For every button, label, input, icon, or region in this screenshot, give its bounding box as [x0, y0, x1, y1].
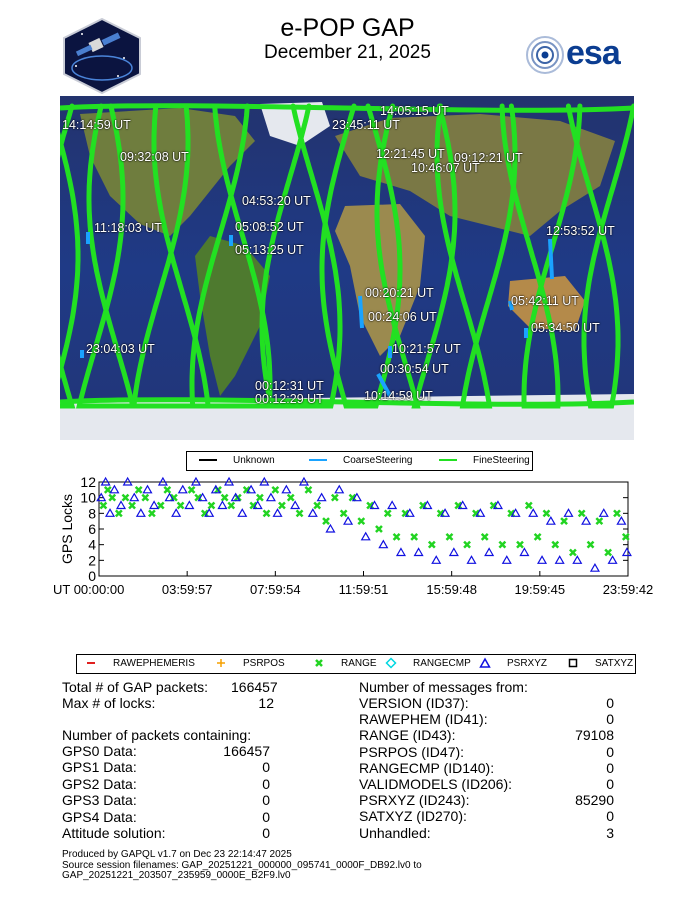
psrxyz-point: [117, 502, 125, 509]
range-point: [264, 510, 270, 516]
range-point: [208, 503, 214, 509]
footer-source-files: Source session filenames: GAP_20251221_000000_095741_0000F_DB92.lv0 to: [62, 860, 422, 871]
diamond-marker-icon: [385, 657, 397, 669]
message-count-value: 3: [606, 824, 614, 841]
psrxyz-point: [110, 486, 118, 493]
message-count-value: 0: [606, 776, 614, 792]
gps-data-value: 0: [262, 808, 270, 825]
message-count-value: 0: [606, 711, 614, 728]
track-timestamp-label: 11:18:03 UT: [94, 221, 162, 235]
range-point: [323, 518, 329, 524]
psrxyz-point: [547, 517, 555, 524]
track-timestamp-label: 05:13:25 UT: [235, 243, 304, 257]
psrxyz-point: [97, 494, 105, 501]
message-legend-entry: [479, 655, 547, 673]
y-tick-label: 2: [88, 552, 96, 569]
message-count-value: 79108: [575, 727, 614, 744]
psrxyz-point: [318, 494, 326, 501]
range-point: [228, 503, 234, 509]
plot-frame: [99, 482, 628, 576]
psrxyz-point: [503, 556, 511, 563]
range-point: [526, 503, 532, 509]
range-point: [411, 534, 417, 540]
message-count-value: 85290: [575, 792, 614, 809]
message-type-legend: [76, 654, 636, 674]
dash-marker-icon: [85, 657, 97, 669]
message-legend-entry: [313, 655, 377, 673]
psrxyz-point: [485, 549, 493, 556]
psrxyz-point: [282, 486, 290, 493]
psrxyz-point: [432, 556, 440, 563]
track-timestamp-label: 05:08:52 UT: [235, 220, 304, 234]
psrxyz-point: [591, 564, 599, 571]
range-point: [122, 495, 128, 501]
legend-label: FineSteering: [473, 455, 530, 466]
packets-containing-label: Number of packets containing:: [62, 727, 252, 743]
steering-legend-entry: [309, 452, 412, 470]
track-timestamp-label: 00:20:21 UT: [365, 286, 434, 300]
message-count-value: 0: [606, 695, 614, 711]
psrxyz-point: [218, 502, 226, 509]
psrxyz-point: [573, 556, 581, 563]
range-point: [314, 503, 320, 509]
message-count-label: PSRPOS (ID47):: [359, 743, 465, 760]
range-point: [588, 542, 594, 548]
track-timestamp-label: 09:32:08 UT: [120, 150, 189, 164]
range-point: [429, 542, 435, 548]
range-point: [332, 495, 338, 501]
gps-data-label: GPS0 Data:: [62, 743, 137, 759]
range-point: [149, 510, 155, 516]
range-point: [178, 503, 184, 509]
message-count-value: 0: [606, 808, 614, 825]
plus-marker-icon: [215, 657, 227, 669]
psrxyz-point: [379, 541, 387, 548]
legend-line-swatch: [199, 459, 217, 461]
psrxyz-point: [617, 517, 625, 524]
psrxyz-point: [600, 509, 608, 516]
message-count-value: 0: [606, 759, 614, 776]
track-timestamp-label: 14:14:59 UT: [62, 118, 131, 132]
message-legend-entry: [385, 655, 471, 673]
range-point: [482, 534, 488, 540]
psrxyz-point: [179, 486, 187, 493]
epop-mission-logo: [62, 18, 142, 94]
psrxyz-point: [172, 509, 180, 516]
x-tick-label: 03:59:57: [161, 582, 213, 597]
gps-data-label: Attitude solution:: [62, 825, 166, 841]
y-tick-label: 12: [80, 474, 96, 490]
message-count-label: VERSION (ID37):: [359, 695, 469, 711]
legend-line-swatch: [309, 459, 327, 461]
psrxyz-point: [309, 509, 317, 516]
track-timestamp-label: 00:24:06 UT: [368, 310, 437, 324]
track-timestamp-label: 23:04:03 UT: [86, 342, 155, 356]
track-timestamp-label: 00:30:54 UT: [380, 362, 449, 376]
total-packets-value: 166457: [231, 679, 278, 695]
y-tick-label: 8: [88, 505, 96, 522]
range-point: [105, 487, 111, 493]
range-point: [614, 510, 620, 516]
range-point: [517, 542, 523, 548]
range-point: [129, 503, 135, 509]
psrxyz-point: [397, 549, 405, 556]
y-tick-label: 6: [88, 521, 96, 537]
square-marker-icon: [567, 657, 579, 669]
x-tick-label: 23:59:42: [602, 582, 654, 597]
x-tick-label: 15:59:48: [426, 582, 477, 597]
gps-data-label: GPS4 Data:: [62, 808, 137, 825]
track-timestamp-label: 10:14:59 UT: [364, 389, 433, 403]
psrxyz-point: [415, 549, 423, 556]
track-timestamp-label: 05:42:11 UT: [511, 294, 579, 308]
timestamp-labels: [60, 96, 634, 440]
range-point: [464, 542, 470, 548]
psrxyz-point: [623, 549, 631, 556]
legend-label: SATXYZ: [595, 658, 634, 669]
range-point: [579, 510, 585, 516]
gps-data-label: GPS1 Data:: [62, 759, 137, 776]
psrxyz-point: [362, 533, 370, 540]
track-timestamp-label: 05:34:50 UT: [531, 321, 600, 335]
message-legend-entry: [567, 655, 633, 673]
range-point: [552, 542, 558, 548]
range-point: [570, 550, 576, 556]
gps-data-label: GPS2 Data:: [62, 775, 137, 792]
legend-label: RANGE: [341, 658, 377, 669]
legend-label: Unknown: [233, 455, 275, 466]
legend-label: CoarseSteering: [343, 455, 413, 466]
track-timestamp-label: 23:45:11 UT: [332, 118, 400, 132]
gps-data-label: GPS3 Data:: [62, 792, 137, 809]
psrxyz-point: [326, 525, 334, 532]
range-point: [561, 518, 567, 524]
track-timestamp-label: 12:53:52 UT: [546, 224, 615, 238]
footer-produced-by: Produced by GAPQL v1.7 on Dec 23 22:14:47 2025: [62, 849, 292, 860]
range-point: [446, 534, 452, 540]
footer: [62, 850, 422, 881]
page-date: December 21, 2025: [264, 42, 431, 63]
x-tick-label: 19:59:45: [514, 582, 566, 597]
range-point: [164, 487, 170, 493]
legend-label: PSRXYZ: [507, 658, 548, 669]
range-point: [605, 550, 611, 556]
psrxyz-point: [564, 509, 572, 516]
message-count-label: VALIDMODELS (ID206):: [359, 776, 513, 792]
psrxyz-point: [609, 556, 617, 563]
track-timestamp-label: 12:21:45 UT: [376, 147, 445, 161]
psrxyz-point: [556, 556, 564, 563]
gps-data-value: 166457: [223, 743, 270, 759]
range-point: [142, 495, 148, 501]
steering-legend-entry: [199, 452, 275, 470]
range-point: [535, 534, 541, 540]
range-point: [136, 487, 142, 493]
range-point: [305, 487, 311, 493]
track-timestamp-label: 00:12:29 UT: [255, 392, 324, 406]
range-point: [596, 518, 602, 524]
track-timestamp-label: 04:53:20 UT: [242, 194, 311, 208]
track-timestamp-label: 00:12:31 UT: [255, 379, 324, 393]
range-point: [499, 542, 505, 548]
psrxyz-point: [335, 486, 343, 493]
psrxyz-point: [238, 509, 246, 516]
gps-data-value: 0: [262, 825, 270, 841]
track-timestamp-label: 10:46:07 UT: [411, 161, 480, 175]
message-count-label: RAWEPHEM (ID41):: [359, 711, 488, 728]
psrxyz-point: [538, 556, 546, 563]
psrxyz-point: [267, 494, 275, 501]
psrxyz-point: [344, 517, 352, 524]
message-legend-entry: [85, 655, 195, 673]
message-legend-entry: [215, 655, 285, 673]
range-point: [394, 534, 400, 540]
range-point: [189, 487, 195, 493]
range-point: [543, 510, 549, 516]
legend-label: RANGECMP: [413, 658, 471, 669]
range-point: [376, 526, 382, 532]
max-locks-label: Max # of locks:: [62, 695, 156, 711]
psrxyz-point: [520, 549, 528, 556]
message-count-value: 0: [606, 743, 614, 760]
track-timestamp-label: 09:12:21 UT: [454, 151, 523, 165]
esa-logo: [524, 34, 636, 76]
psrxyz-point: [291, 502, 299, 509]
track-timestamp-label: 14:05:15 UT: [380, 104, 449, 118]
max-locks-value: 12: [258, 695, 274, 711]
message-count-label: RANGE (ID43):: [359, 727, 456, 744]
y-tick-label: 0: [88, 568, 96, 584]
psrxyz-point: [137, 509, 145, 516]
range-point: [116, 510, 122, 516]
y-tick-label: 4: [88, 536, 96, 553]
track-timestamp-label: 10:21:57 UT: [392, 342, 461, 356]
range-point: [257, 495, 263, 501]
psrxyz-point: [388, 502, 396, 509]
psrxyz-point: [450, 549, 458, 556]
range-point: [109, 495, 115, 501]
psrxyz-point: [106, 509, 114, 516]
x-tick-label: 11:59:51: [338, 582, 389, 597]
message-count-label: Unhandled:: [359, 824, 431, 841]
steering-legend: [186, 451, 533, 471]
psrxyz-point: [150, 502, 158, 509]
messages-from-label: Number of messages from:: [359, 679, 528, 695]
esa-logo-text: esa: [566, 34, 620, 72]
y-tick-label: 10: [80, 489, 96, 506]
range-point: [358, 518, 364, 524]
triangle-marker-icon: [479, 657, 491, 669]
psrxyz-point: [274, 509, 282, 516]
psrxyz-point: [130, 494, 138, 501]
footer-source-files-end: GAP_20251221_203507_235959_0000E_B2F9.lv0: [62, 870, 291, 881]
y-axis-label: GPS Locks: [59, 493, 75, 565]
range-point: [385, 510, 391, 516]
message-count-label: PSRXYZ (ID243):: [359, 792, 470, 809]
legend-label: PSRPOS: [243, 658, 285, 669]
range-point: [297, 510, 303, 516]
psrxyz-point: [185, 502, 193, 509]
gps-data-value: 0: [262, 759, 270, 776]
message-count-label: RANGECMP (ID140):: [359, 759, 495, 776]
total-packets-label: Total # of GAP packets:: [62, 679, 209, 695]
psrxyz-point: [582, 517, 590, 524]
x-marker-icon: [313, 657, 325, 669]
legend-line-swatch: [439, 459, 457, 461]
psrxyz-point: [529, 509, 537, 516]
ground-track-map: [60, 96, 634, 440]
legend-label: RAWEPHEMERIS: [113, 658, 195, 669]
x-tick-label: UT 00:00:00: [53, 582, 125, 597]
range-point: [272, 487, 278, 493]
gps-data-value: 0: [262, 792, 270, 809]
x-tick-label: 07:59:54: [250, 582, 301, 597]
steering-legend-entry: [439, 452, 530, 470]
range-point: [288, 495, 294, 501]
range-point: [158, 503, 164, 509]
range-point: [222, 495, 228, 501]
page-title: e-POP GAP: [280, 14, 415, 42]
gps-locks-chart: [0, 474, 695, 604]
message-count-label: SATXYZ (ID270):: [359, 808, 467, 825]
gps-data-value: 0: [262, 775, 270, 792]
range-point: [341, 510, 347, 516]
range-point: [100, 503, 106, 509]
psrxyz-point: [143, 486, 151, 493]
psrxyz-point: [468, 556, 476, 563]
range-point: [279, 503, 285, 509]
